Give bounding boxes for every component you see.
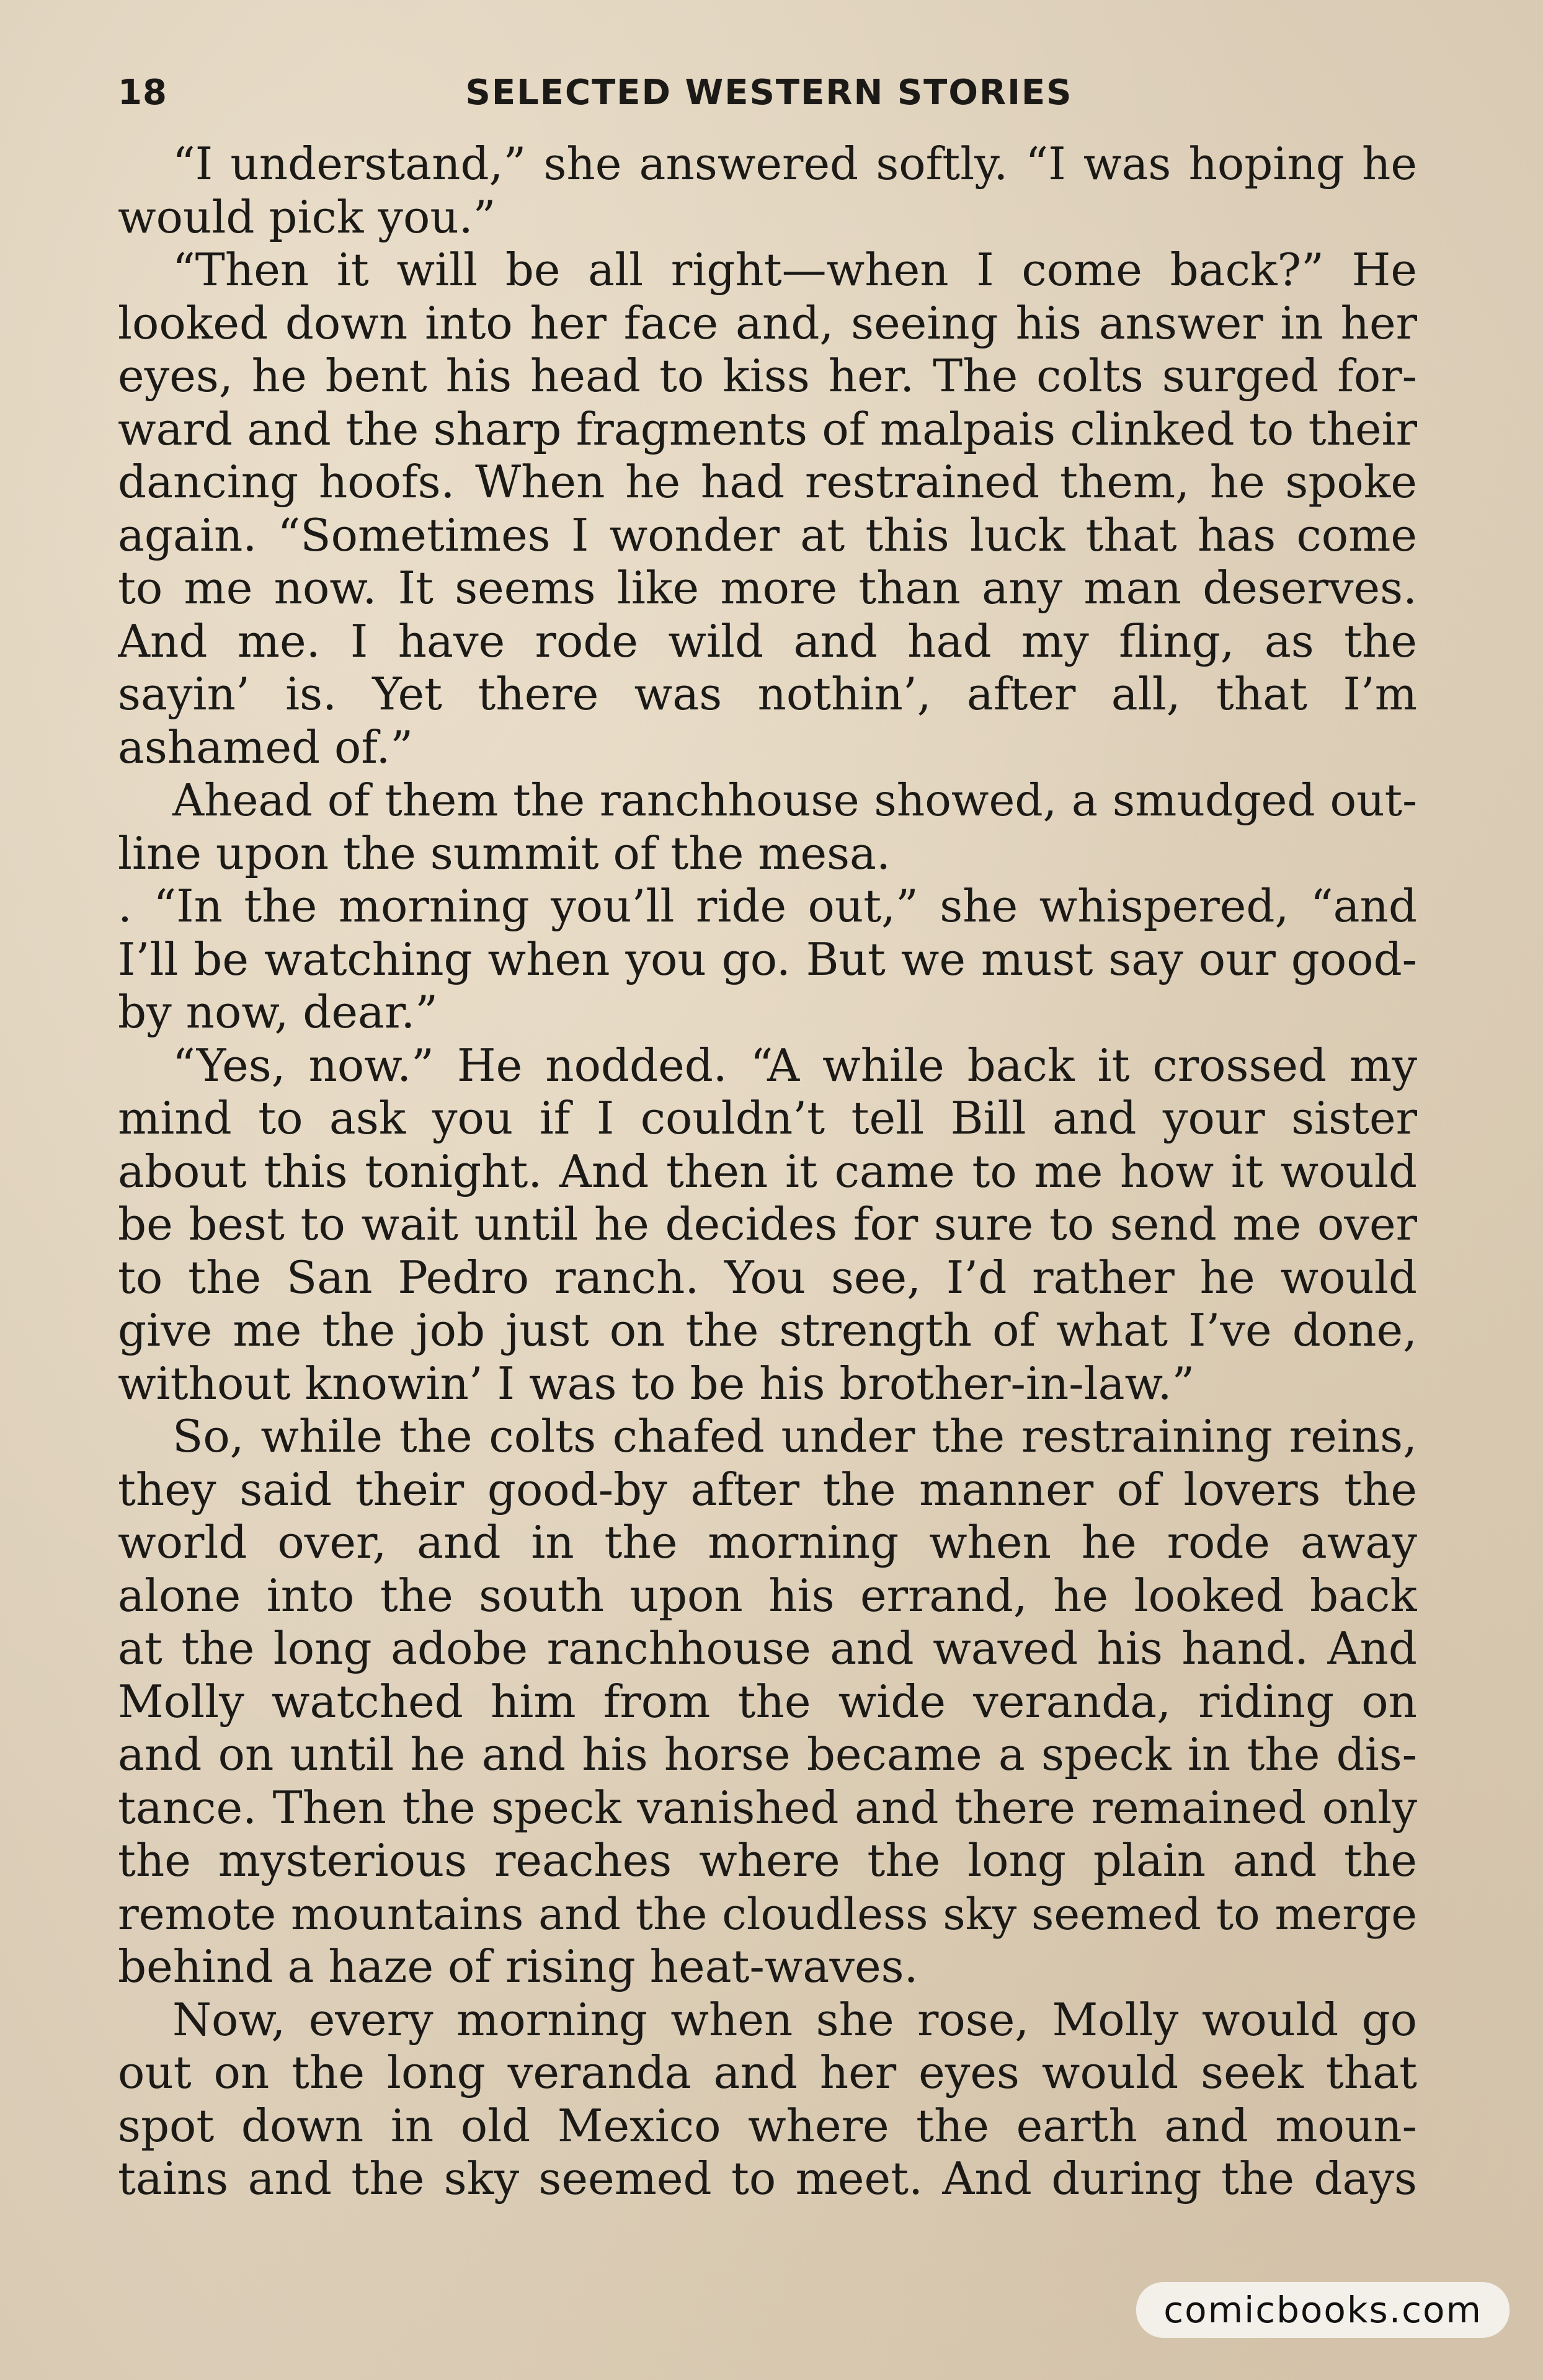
paragraph-3 [118, 774, 1417, 880]
text-line: and on until he and his horse became a speck in the dis- [118, 1728, 1417, 1780]
text-line: behind a haze of rising heat-waves. [118, 1940, 918, 1992]
text-line: I’ll be watching when you go. But we must say our good- [118, 933, 1417, 985]
text-line: would pick you.” [118, 190, 496, 243]
text-line: they said their good-by after the manner of lovers the [118, 1463, 1417, 1516]
text-line: dancing hoofs. When he had restrained them, he spoke [118, 456, 1417, 508]
text-line: looked down into her face and, seeing his answer in her [118, 296, 1417, 349]
text-line: Now, every morning when she rose, Molly would go [172, 1993, 1417, 2046]
text-line: give me the job just on the strength of what I’ve done, [118, 1304, 1417, 1356]
text-line: “I understand,” she answered softly. “I was hoping he [172, 138, 1417, 190]
text-line: Ahead of them the ranchhouse showed, a smudged out- [172, 775, 1417, 826]
running-head [118, 68, 1420, 118]
text-line: ward and the sharp fragments of malpais clinked to their [118, 402, 1417, 455]
paragraph-7 [118, 1994, 1417, 2206]
text-line: to me now. It seems like more than any man deserves. [118, 562, 1417, 614]
text-line: world over, and in the morning when he rode away [118, 1516, 1417, 1568]
text-line: “Then it will be all right—when I come back?” He [172, 244, 1417, 296]
text-line: to the San Pedro ranch. You see, I’d rather he would [118, 1251, 1417, 1303]
text-line: remote mountains and the cloudless sky seemed to merge [118, 1888, 1417, 1940]
text-line: spot down in old Mexico where the earth and moun- [118, 2099, 1417, 2152]
text-line: about this tonight. And then it came to me how it would [118, 1145, 1417, 1197]
text-line: tains and the sky seemed to meet. And during the days [118, 2152, 1417, 2205]
paragraph-2 [118, 244, 1417, 774]
text-line: out on the long veranda and her eyes would seek that [118, 2046, 1417, 2098]
text-line: sayin’ is. Yet there was nothin’, after all, that I’m [118, 668, 1417, 720]
text-line: again. “Sometimes I wonder at this luck that has come [118, 508, 1417, 561]
text-line: mind to ask you if I couldn’t tell Bill and your sister [118, 1092, 1417, 1144]
text-line: “Yes, now.” He nodded. “A while back it crossed my [172, 1039, 1417, 1091]
body-text [118, 138, 1417, 2206]
paragraph-5 [118, 1039, 1417, 1411]
text-line: Molly watched him from the wide veranda, riding on [118, 1675, 1417, 1728]
text-line: be best to wait until he decides for sure to send me over [118, 1198, 1417, 1250]
text-line: alone into the south upon his errand, he looked back [118, 1569, 1417, 1622]
paragraph-4 [118, 880, 1417, 1039]
text-line: without knowin’ I was to be his brother-in-law.” [118, 1357, 1195, 1410]
text-line: at the long adobe ranchhouse and waved his hand. And [118, 1622, 1417, 1674]
watermark-badge: comicbooks.com [1136, 2282, 1510, 2338]
text-line: . “In the morning you’ll ride out,” she whispered, “and [118, 880, 1417, 932]
text-line: So, while the colts chafed under the restraining reins, [172, 1410, 1417, 1462]
paragraph-6 [118, 1410, 1417, 1994]
text-line: And me. I have rode wild and had my fling, as the [118, 615, 1417, 667]
text-line: tance. Then the speck vanished and there remained only [118, 1781, 1417, 1834]
text-line: eyes, he bent his head to kiss her. The colts surged for- [118, 350, 1417, 402]
book-title: SELECTED WESTERN STORIES [465, 73, 1073, 113]
page-number: 18 [118, 73, 167, 113]
text-line: ashamed of.” [118, 721, 414, 773]
paragraph-1 [118, 138, 1417, 244]
text-line: the mysterious reaches where the long plain and the [118, 1834, 1417, 1886]
text-line: by now, dear.” [118, 986, 438, 1038]
text-line: line upon the summit of the mesa. [118, 827, 891, 879]
